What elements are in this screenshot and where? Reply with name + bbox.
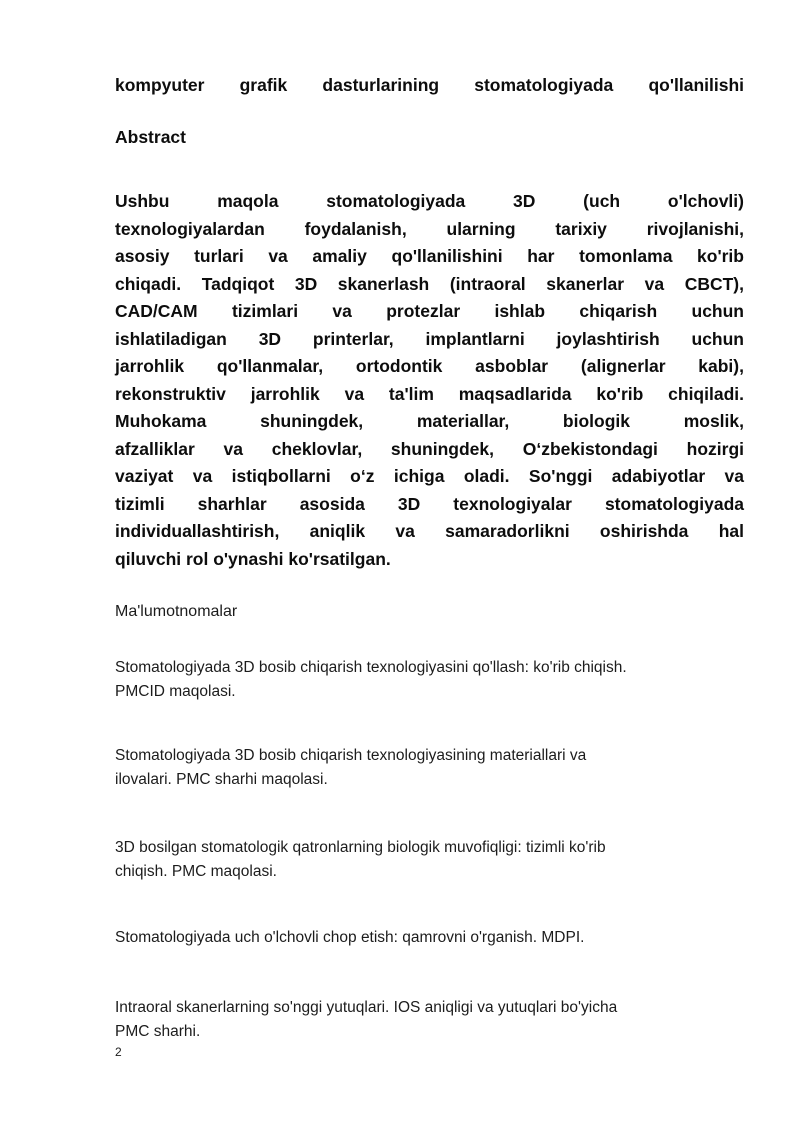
reference-line: Intraoral skanerlarning so'nggi yutuqlari. IOS aniqligi va yutuqlari bo'yicha xyxy=(115,999,618,1016)
reference-line: Stomatologiyada 3D bosib chiqarish texnologiyasini qo'llash: ko'rib chiqish. xyxy=(115,659,627,676)
abstract-line: Muhokama shuningdek, materiallar, biologik moslik, xyxy=(115,411,744,431)
abstract-line: asosiy turlari va amaliy qo'llanilishini har tomonlama ko'rib xyxy=(115,246,744,266)
reference-line: chiqish. PMC maqolasi. xyxy=(115,862,277,880)
reference-item xyxy=(115,926,744,950)
abstract-line: vaziyat va istiqbollarni o‘z ichiga oladi. So'nggi adabiyotlar va xyxy=(115,466,744,486)
abstract-line: tizimli sharhlar asosida 3D texnologiyalar stomatologiyada xyxy=(115,493,744,514)
reference-line: Stomatologiyada 3D bosib chiqarish texnologiyasining materiallari va xyxy=(115,747,587,764)
abstract-line: ishlatiladigan 3D printerlar, implantlarni joylashtirish uchun xyxy=(115,328,744,349)
abstract-line: chiqadi. Tadqiqot 3D skanerlash (intraoral skanerlar va CBCT), xyxy=(115,273,744,294)
reference-item xyxy=(115,656,744,703)
abstract-line: jarrohlik qo'llanmalar, ortodontik asboblar (alignerlar kabi), xyxy=(115,356,744,376)
reference-line: ilovalari. PMC sharhi maqolasi. xyxy=(115,770,328,788)
reference-item xyxy=(115,744,744,791)
reference-item xyxy=(115,996,744,1043)
abstract-paragraph xyxy=(115,188,744,573)
references-heading: Ma'lumotnomalar xyxy=(115,603,238,620)
abstract-heading: Abstract xyxy=(115,127,186,147)
document-title: kompyuter grafik dasturlarining stomatologiyada qo'llanilishi xyxy=(115,75,744,95)
abstract-line: texnologiyalardan foydalanish, ularning tarixiy rivojlanishi, xyxy=(115,218,744,239)
abstract-line: CAD/CAM tizimlari va protezlar ishlab chiqarish uchun xyxy=(115,301,744,321)
reference-line: 3D bosilgan stomatologik qatronlarning biologik muvofiqligi: tizimli ko'rib xyxy=(115,839,606,856)
page-number: 2 xyxy=(115,1045,122,1059)
abstract-line: qiluvchi rol o'ynashi ko'rsatilgan. xyxy=(115,548,391,569)
reference-item xyxy=(115,836,744,883)
reference-line: PMCID maqolasi. xyxy=(115,682,236,700)
abstract-line: individuallashtirish, aniqlik va samaradorlikni oshirishda hal xyxy=(115,521,744,541)
reference-line: Stomatologiyada uch o'lchovli chop etish: qamrovni o'rganish. MDPI. xyxy=(115,929,585,946)
abstract-line: afzalliklar va cheklovlar, shuningdek, O‘zbekistondagi hozirgi xyxy=(115,438,744,459)
abstract-line: rekonstruktiv jarrohlik va ta'lim maqsadlarida ko'rib chiqiladi. xyxy=(115,383,744,404)
abstract-line: Ushbu maqola stomatologiyada 3D (uch o'lchovli) xyxy=(115,191,744,211)
reference-line: PMC sharhi. xyxy=(115,1022,201,1040)
